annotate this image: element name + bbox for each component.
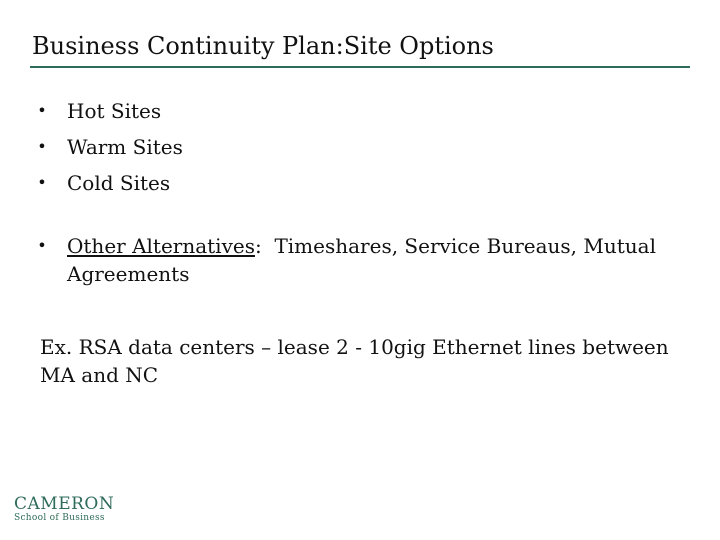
example-paragraph: Ex. RSA data centers – lease 2 - 10gig Ethernet lines between MA and NC xyxy=(40,335,669,387)
cameron-logo xyxy=(14,495,114,524)
bullet-cold-sites xyxy=(32,165,692,201)
bullet-dot-icon: • xyxy=(37,236,47,255)
other-alternatives-separator: : xyxy=(254,234,262,258)
title-divider xyxy=(30,66,690,68)
logo-subtitle: School of Business xyxy=(14,513,105,523)
bullet-dot-icon: • xyxy=(37,101,47,120)
other-alternatives-label: Other Alternatives xyxy=(67,234,255,258)
bullet-hot-sites xyxy=(32,93,692,129)
bullet-dot-icon: • xyxy=(37,173,47,192)
site-options-list xyxy=(32,93,692,201)
other-alternatives-list: Timeshares, Service Bureaus, Mutual Agreements xyxy=(67,234,663,286)
bullet-text: Cold Sites xyxy=(67,171,171,195)
logo-wordmark: CAMERON xyxy=(14,494,115,514)
slide-title: Business Continuity Plan:Site Options xyxy=(32,32,494,60)
other-alternatives-text xyxy=(32,232,692,288)
bullet-text: Warm Sites xyxy=(67,135,183,159)
bullet-dot-icon: • xyxy=(37,137,47,156)
bullet-warm-sites xyxy=(32,129,692,165)
bullet-text: Hot Sites xyxy=(67,99,162,123)
bullet-other-alternatives xyxy=(32,232,692,288)
